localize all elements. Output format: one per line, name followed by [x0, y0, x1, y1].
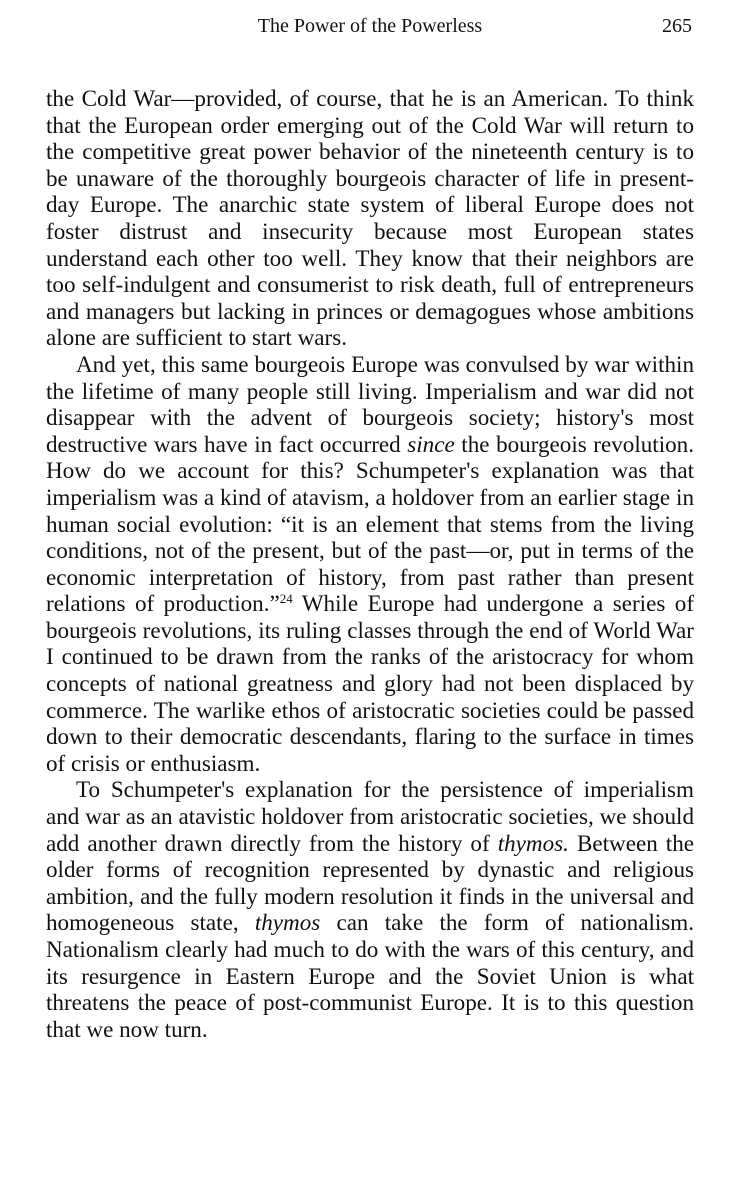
text-segment: can take the form of nationalism. Nationalism clearly had much to do with the wars of this century, and its resurgence in Eastern Europe and the Soviet Union is what threatens the peace of post-communist Europe. It is to this question that we now turn.: [46, 909, 694, 1042]
running-title: The Power of the Powerless: [257, 15, 483, 37]
text-segment: the bourgeois revolution. How do we account for this? Schumpeter's explanation was that imperialism was a kind of atavism, a holdover from an earlier stage in human social evolution: “it is an element that stems from the living conditions, not of the present, but of the past—or, put in terms of the economic interpretation of history, from past rather than present relations of production.”: [46, 430, 694, 617]
italic-text: thymos: [254, 909, 321, 936]
italic-text: thymos.: [497, 829, 569, 856]
running-head: [46, 15, 694, 43]
text-segment: While Europe had undergone a series of bourgeois revolutions, its ruling classes through the end of World War I continued to be drawn from the ranks of the aristocracy for whom concepts of national greatness and glory had not been displaced by commerce. The warlike ethos of aristocratic societies could be passed down to their democratic descendants, flaring to the surface in times of crisis or enthusiasm.: [46, 590, 695, 776]
paragraph: [46, 776, 694, 1042]
text-segment: And yet, this same bourgeois Europe was convulsed by war within the lifetime of many people still living. Imperialism and war did not disappear with the advent of bourgeois society; history's most destructive wars have in fact occurred: [46, 350, 694, 457]
paragraph: [46, 351, 694, 777]
paragraph: [46, 85, 694, 351]
page-number: 265: [662, 15, 692, 37]
body-text: [46, 85, 694, 1042]
italic-text: since: [407, 430, 455, 457]
text-segment: To Schumpeter's explanation for the persistence of imperialism and war as an atavistic holdover from aristocratic societies, we should add another drawn directly from the history of: [46, 776, 694, 856]
footnote-reference: 24: [279, 591, 293, 607]
text-segment: Between the older forms of recognition represented by dynastic and religious ambition, and the fully modern resolution it finds in the universal and homogeneous state,: [46, 829, 695, 936]
text-segment: the Cold War—provided, of course, that he is an American. To think that the European order emerging out of the Cold War will return to the competitive great power behavior of the nineteenth century is to be unaware of the thoroughly bourgeois character of life in present-day Europe. The anarchic state system of liberal Europe does not foster distrust and insecurity because most European states understand each other too well. They know that their neighbors are too self-indulgent and consumerist to risk death, full of entrepreneurs and managers but lacking in princes or demagogues whose ambitions alone are sufficient to start wars.: [46, 85, 694, 351]
